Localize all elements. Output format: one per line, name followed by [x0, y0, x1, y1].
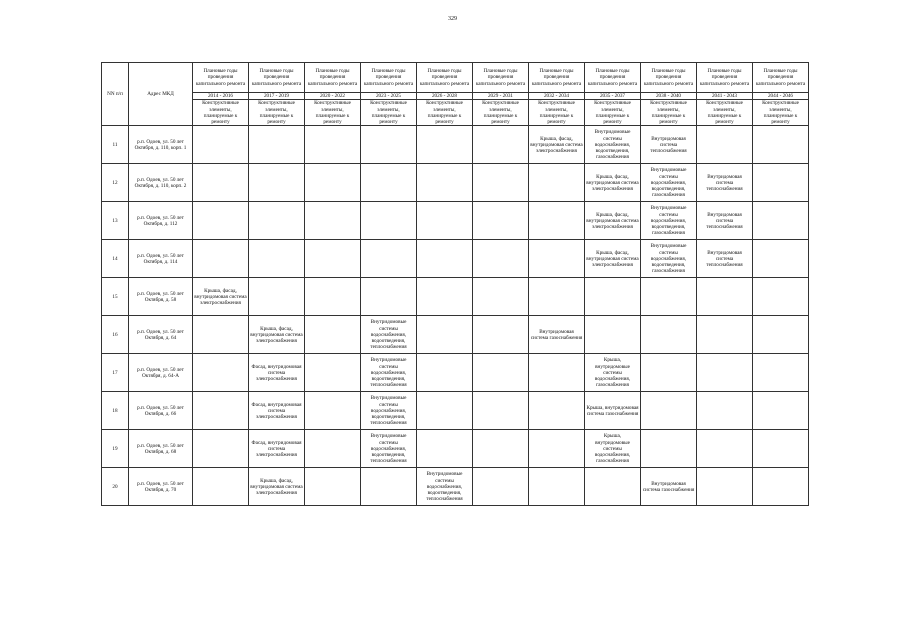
row-elements-cell	[305, 316, 361, 354]
row-elements-cell	[473, 392, 529, 430]
header-period-title: Плановые годы проведения капитального ремонта	[305, 63, 361, 93]
row-elements-cell	[641, 392, 697, 430]
header-elements-label: Конструктивные элементы, планируемые к ремонту	[361, 100, 417, 126]
row-elements-cell	[697, 392, 753, 430]
row-elements-cell: Внутридомовые системы водоснабжения, водоотведения, теплоснабжения	[361, 430, 417, 468]
row-elements-cell	[473, 240, 529, 278]
row-elements-cell	[641, 316, 697, 354]
row-elements-cell	[753, 164, 809, 202]
table-row	[102, 164, 809, 202]
row-elements-cell	[361, 202, 417, 240]
row-address: р.п. Одоев, ул. 50 лет Октября, д. 66	[129, 392, 193, 430]
header-elements-label: Конструктивные элементы, планируемые к ремонту	[641, 100, 697, 126]
header-period-years: 2041 - 2043	[697, 93, 753, 100]
row-elements-cell: Внутридомовая система теплоснабжения	[641, 126, 697, 164]
row-elements-cell	[417, 126, 473, 164]
row-elements-cell	[249, 164, 305, 202]
table-row	[102, 278, 809, 316]
row-elements-cell	[361, 126, 417, 164]
row-address: р.п. Одоев, ул. 50 лет Октября, д. 112	[129, 202, 193, 240]
header-row-titles	[102, 63, 809, 93]
row-elements-cell	[697, 430, 753, 468]
header-period-title: Плановые годы проведения капитального ремонта	[753, 63, 809, 93]
row-elements-cell: Внутридомовая система газоснабжения	[641, 468, 697, 506]
header-num: NN п/п	[102, 63, 129, 126]
header-elements-label: Конструктивные элементы, планируемые к ремонту	[193, 100, 249, 126]
row-elements-cell	[361, 164, 417, 202]
row-elements-cell	[697, 316, 753, 354]
row-elements-cell	[641, 430, 697, 468]
header-period-title: Плановые годы проведения капитального ремонта	[249, 63, 305, 93]
row-elements-cell	[473, 468, 529, 506]
table-row	[102, 240, 809, 278]
row-address: р.п. Одоев, ул. 50 лет Октября, д. 114	[129, 240, 193, 278]
row-elements-cell	[473, 164, 529, 202]
header-elements-label: Конструктивные элементы, планируемые к ремонту	[697, 100, 753, 126]
row-elements-cell	[585, 468, 641, 506]
header-period-years: 2035 - 2037	[585, 93, 641, 100]
row-elements-cell: Фасад, внутридомовая система электроснабжения	[249, 430, 305, 468]
header-period-title: Плановые годы проведения капитального ремонта	[361, 63, 417, 93]
header-period-title: Плановые годы проведения капитального ремонта	[473, 63, 529, 93]
table-row	[102, 126, 809, 164]
row-elements-cell	[305, 468, 361, 506]
row-elements-cell	[361, 240, 417, 278]
header-period-years: 2020 - 2022	[305, 93, 361, 100]
row-elements-cell	[697, 354, 753, 392]
row-elements-cell: Крыша, фасад, внутридомовая система электроснабжения	[585, 240, 641, 278]
row-elements-cell: Крыша, фасад, внутридомовая система электроснабжения	[249, 468, 305, 506]
row-elements-cell: Внутридомовые системы водоснабжения, водоотведения, теплоснабжения	[417, 468, 473, 506]
row-elements-cell: Внутридомовая система теплоснабжения	[697, 202, 753, 240]
row-number: 17	[102, 354, 129, 392]
row-number: 20	[102, 468, 129, 506]
header-elements-label: Конструктивные элементы, планируемые к ремонту	[529, 100, 585, 126]
row-elements-cell	[417, 316, 473, 354]
row-elements-cell	[417, 354, 473, 392]
row-elements-cell	[193, 126, 249, 164]
row-elements-cell	[529, 430, 585, 468]
row-elements-cell	[193, 202, 249, 240]
header-period-title: Плановые годы проведения капитального ремонта	[417, 63, 473, 93]
row-elements-cell	[361, 468, 417, 506]
row-elements-cell	[417, 240, 473, 278]
row-elements-cell	[529, 468, 585, 506]
row-elements-cell	[193, 430, 249, 468]
row-elements-cell	[473, 278, 529, 316]
header-elements-label: Конструктивные элементы, планируемые к ремонту	[585, 100, 641, 126]
header-row-years	[102, 93, 809, 100]
row-elements-cell	[473, 126, 529, 164]
header-period-title: Плановые годы проведения капитального ремонта	[529, 63, 585, 93]
row-elements-cell	[753, 240, 809, 278]
header-period-title: Плановые годы проведения капитального ремонта	[585, 63, 641, 93]
row-address: р.п. Одоев, ул. 50 лет Октября, д. 68	[129, 430, 193, 468]
header-period-title: Плановые годы проведения капитального ремонта	[193, 63, 249, 93]
row-elements-cell: Внутридомовые системы водоснабжения, водоотведения, теплоснабжения	[361, 354, 417, 392]
row-elements-cell	[305, 392, 361, 430]
row-elements-cell: Внутридомовые системы водоснабжения, водоотведения, газоснабжения	[641, 202, 697, 240]
row-elements-cell	[697, 278, 753, 316]
header-period-title: Плановые годы проведения капитального ремонта	[697, 63, 753, 93]
page-number: 329	[448, 16, 457, 22]
row-address: р.п. Одоев, ул. 50 лет Октября, д. 64	[129, 316, 193, 354]
row-address: р.п. Одоев, ул. 50 лет Октября, д. 110, корп. 2	[129, 164, 193, 202]
header-period-years: 2014 - 2016	[193, 93, 249, 100]
row-elements-cell	[417, 164, 473, 202]
row-address: р.п. Одоев, ул. 50 лет Октября, д. 70	[129, 468, 193, 506]
row-number: 14	[102, 240, 129, 278]
row-elements-cell	[417, 392, 473, 430]
header-row-elements	[102, 100, 809, 126]
header-elements-label: Конструктивные элементы, планируемые к ремонту	[305, 100, 361, 126]
row-elements-cell	[641, 354, 697, 392]
row-number: 12	[102, 164, 129, 202]
row-elements-cell	[305, 164, 361, 202]
row-elements-cell	[529, 354, 585, 392]
row-number: 18	[102, 392, 129, 430]
row-elements-cell	[753, 202, 809, 240]
row-elements-cell	[753, 468, 809, 506]
row-address: р.п. Одоев, ул. 50 лет Октября, д. 110, корп. 1	[129, 126, 193, 164]
row-elements-cell	[585, 316, 641, 354]
row-elements-cell	[753, 430, 809, 468]
row-elements-cell	[249, 126, 305, 164]
header-period-years: 2038 - 2040	[641, 93, 697, 100]
row-elements-cell	[473, 202, 529, 240]
row-elements-cell	[305, 126, 361, 164]
row-elements-cell	[193, 392, 249, 430]
row-elements-cell	[697, 468, 753, 506]
row-elements-cell	[473, 430, 529, 468]
row-elements-cell: Фасад, внутридомовая система электроснабжения	[249, 354, 305, 392]
row-elements-cell	[305, 202, 361, 240]
row-elements-cell	[753, 316, 809, 354]
header-period-years: 2029 - 2031	[473, 93, 529, 100]
row-elements-cell	[529, 278, 585, 316]
row-elements-cell: Внутридомовая система газоснабжения	[529, 316, 585, 354]
row-elements-cell	[753, 392, 809, 430]
table-row	[102, 430, 809, 468]
row-elements-cell: Крыша, фасад, внутридомовая система электроснабжения	[585, 164, 641, 202]
row-elements-cell	[753, 278, 809, 316]
row-elements-cell: Внутридомовые системы водоснабжения, водоотведения, теплоснабжения	[361, 392, 417, 430]
table-row	[102, 468, 809, 506]
row-number: 16	[102, 316, 129, 354]
row-elements-cell: Внутридомовые системы водоснабжения, водоотведения, газоснабжения	[585, 126, 641, 164]
row-elements-cell: Крыша, фасад, внутридомовая система электроснабжения	[249, 316, 305, 354]
row-elements-cell	[753, 354, 809, 392]
header-period-title: Плановые годы проведения капитального ремонта	[641, 63, 697, 93]
row-address: р.п. Одоев, ул. 50 лет Октября, д. 58	[129, 278, 193, 316]
row-elements-cell	[193, 316, 249, 354]
header-period-years: 2044 - 2046	[753, 93, 809, 100]
row-elements-cell	[193, 240, 249, 278]
row-elements-cell	[417, 430, 473, 468]
row-elements-cell: Крыша, внутридомовые системы водоснабжения, газоснабжения	[585, 354, 641, 392]
row-elements-cell	[305, 278, 361, 316]
header-period-years: 2017 - 2019	[249, 93, 305, 100]
row-number: 11	[102, 126, 129, 164]
row-elements-cell	[529, 240, 585, 278]
row-number: 15	[102, 278, 129, 316]
row-elements-cell	[305, 430, 361, 468]
row-elements-cell: Крыша, фасад, внутридомовая система электроснабжения	[193, 278, 249, 316]
row-elements-cell	[305, 240, 361, 278]
row-elements-cell	[305, 354, 361, 392]
repair-schedule-table	[101, 62, 809, 506]
row-elements-cell	[249, 278, 305, 316]
table-row	[102, 354, 809, 392]
row-elements-cell	[249, 240, 305, 278]
row-elements-cell	[753, 126, 809, 164]
header-address: Адрес МКД	[129, 63, 193, 126]
row-elements-cell	[697, 126, 753, 164]
row-elements-cell: Крыша, фасад, внутридомовая система электроснабжения	[585, 202, 641, 240]
row-elements-cell: Крыша, внутридомовые системы водоснабжения, газоснабжения	[585, 430, 641, 468]
row-elements-cell	[193, 354, 249, 392]
row-elements-cell	[473, 354, 529, 392]
header-elements-label: Конструктивные элементы, планируемые к ремонту	[417, 100, 473, 126]
row-elements-cell	[193, 164, 249, 202]
row-elements-cell	[417, 202, 473, 240]
row-elements-cell: Фасад, внутридомовая система электроснабжения	[249, 392, 305, 430]
row-elements-cell	[529, 202, 585, 240]
header-period-years: 2032 - 2034	[529, 93, 585, 100]
table-row	[102, 202, 809, 240]
row-elements-cell	[417, 278, 473, 316]
row-number: 19	[102, 430, 129, 468]
row-elements-cell: Внутридомовые системы водоснабжения, водоотведения, теплоснабжения	[361, 316, 417, 354]
header-elements-label: Конструктивные элементы, планируемые к ремонту	[753, 100, 809, 126]
row-elements-cell: Внутридомовая система теплоснабжения	[697, 164, 753, 202]
row-elements-cell: Внутридомовые системы водоснабжения, водоотведения, газоснабжения	[641, 240, 697, 278]
row-elements-cell	[249, 202, 305, 240]
row-number: 13	[102, 202, 129, 240]
row-elements-cell	[641, 278, 697, 316]
table-row	[102, 392, 809, 430]
header-elements-label: Конструктивные элементы, планируемые к ремонту	[249, 100, 305, 126]
row-elements-cell	[193, 468, 249, 506]
header-period-years: 2023 - 2025	[361, 93, 417, 100]
row-elements-cell	[585, 278, 641, 316]
row-elements-cell: Крыша, внутридомовая система газоснабжения	[585, 392, 641, 430]
header-elements-label: Конструктивные элементы, планируемые к ремонту	[473, 100, 529, 126]
row-elements-cell: Внутридомовые системы водоснабжения, водоотведения, газоснабжения	[641, 164, 697, 202]
row-elements-cell: Внутридомовая система теплоснабжения	[697, 240, 753, 278]
header-period-years: 2026 - 2028	[417, 93, 473, 100]
row-elements-cell	[473, 316, 529, 354]
table-row	[102, 316, 809, 354]
row-elements-cell: Крыша, фасад, внутридомовая система электроснабжения	[529, 126, 585, 164]
row-elements-cell	[529, 392, 585, 430]
row-elements-cell	[361, 278, 417, 316]
row-address: р.п. Одоев, ул. 50 лет Октября, д. 64-А	[129, 354, 193, 392]
row-elements-cell	[529, 164, 585, 202]
